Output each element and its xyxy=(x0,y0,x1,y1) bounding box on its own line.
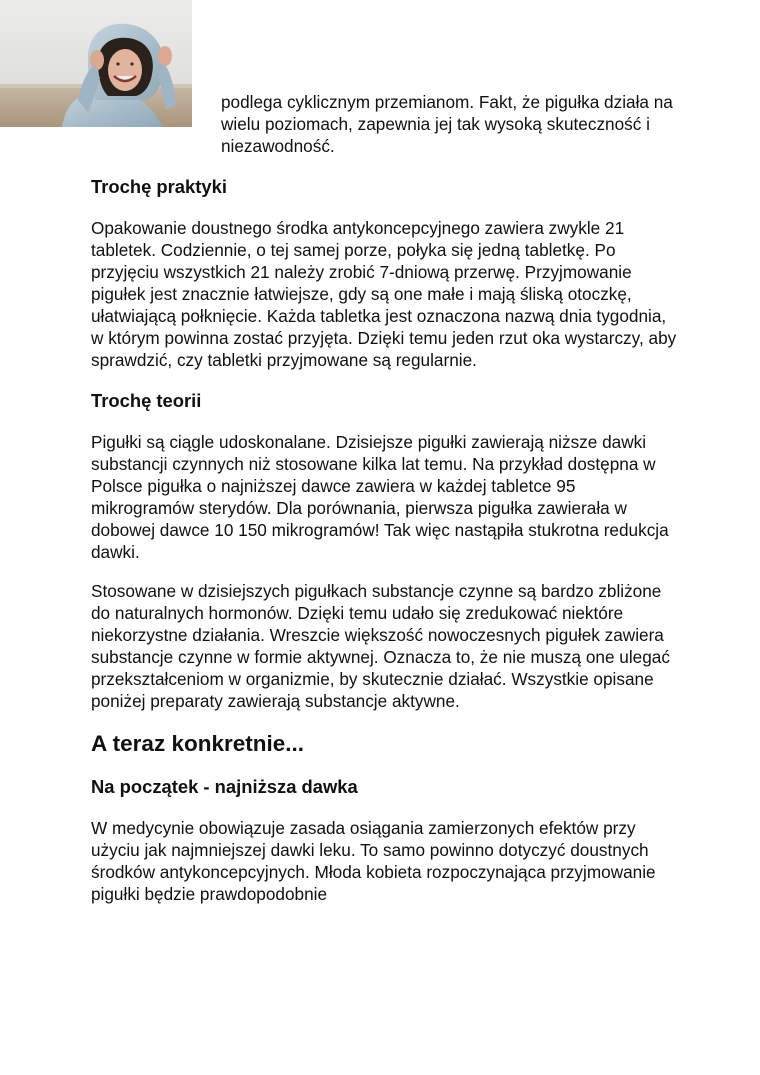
section-heading-theory: Trochę teorii xyxy=(91,390,202,411)
section-theory-paragraph-2: Stosowane w dzisiejszych pigułkach substancje czynne są bardzo zbliżone do naturalnych hormonów. Dzięki temu udało się zredukować niektóre niekorzystne działania. Wreszcie większość nowoczesnych pigułek zawiera substancje czynne w formie aktywnej. Oznacza to, że nie muszą one ulegać przekształceniom w organizmie, by skutecznie działać. Wszystkie opisane poniżej preparaty zawierają substancje aktywne. xyxy=(91,581,670,711)
section-theory-paragraph-1: Pigułki są ciągle udoskonalane. Dzisiejsze pigułki zawierają niższe dawki substancji czynnych niż stosowane kilka lat temu. Na przykład dostępna w Polsce pigułka o najniższej dawce zawiera w każdej tabletce 95 mikrogramów sterydów. Dla porównania, pierwsza pigułka zawierała w dobowej dawce 10 150 mikrogramów! Tak więc nastąpiła stukrotna redukcja dawki. xyxy=(91,432,669,562)
subsection-heading-lowest-dose: Na początek - najniższa dawka xyxy=(91,776,358,797)
intro-paragraph: podlega cyklicznym przemianom. Fakt, że pigułka działa na wielu poziomach, zapewnia jej tak wysoką skuteczność i niezawodność. xyxy=(221,92,673,156)
section-practice-paragraph: Opakowanie doustnego środka antykoncepcyjnego zawiera zwykle 21 tabletek. Codziennie, o tej samej porze, połyka się jedną tabletkę. Po przyjęciu wszystkich 21 należy zrobić 7-dniową przerwę. Przyjmowanie pigułek jest znacznie łatwiejsze, gdy są one małe i mają śliską otoczkę, ułatwiającą połknięcie. Każda tabletka jest oznaczona nazwą dnia tygodnia, w którym powinna zostać przyjęta. Dzięki temu jeden rzut oka wystarczy, aby sprawdzić, czy tabletki przyjmowane są regularnie. xyxy=(91,218,677,370)
main-heading: A teraz konkretnie... xyxy=(91,731,304,756)
photo-woman-in-hood-image xyxy=(0,0,192,127)
subsection-lowest-dose-paragraph: W medycynie obowiązuje zasada osiągania zamierzonych efektów przy użyciu jak najmniejszej dawki leku. To samo powinno dotyczyć doustnych środków antykoncepcyjnych. Młoda kobieta rozpoczynająca przyjmowanie pigułki będzie prawdopodobnie xyxy=(91,818,656,904)
main-content xyxy=(91,174,681,922)
section-heading-practice: Trochę praktyki xyxy=(91,176,227,197)
photo-woman-in-hood xyxy=(0,0,192,127)
